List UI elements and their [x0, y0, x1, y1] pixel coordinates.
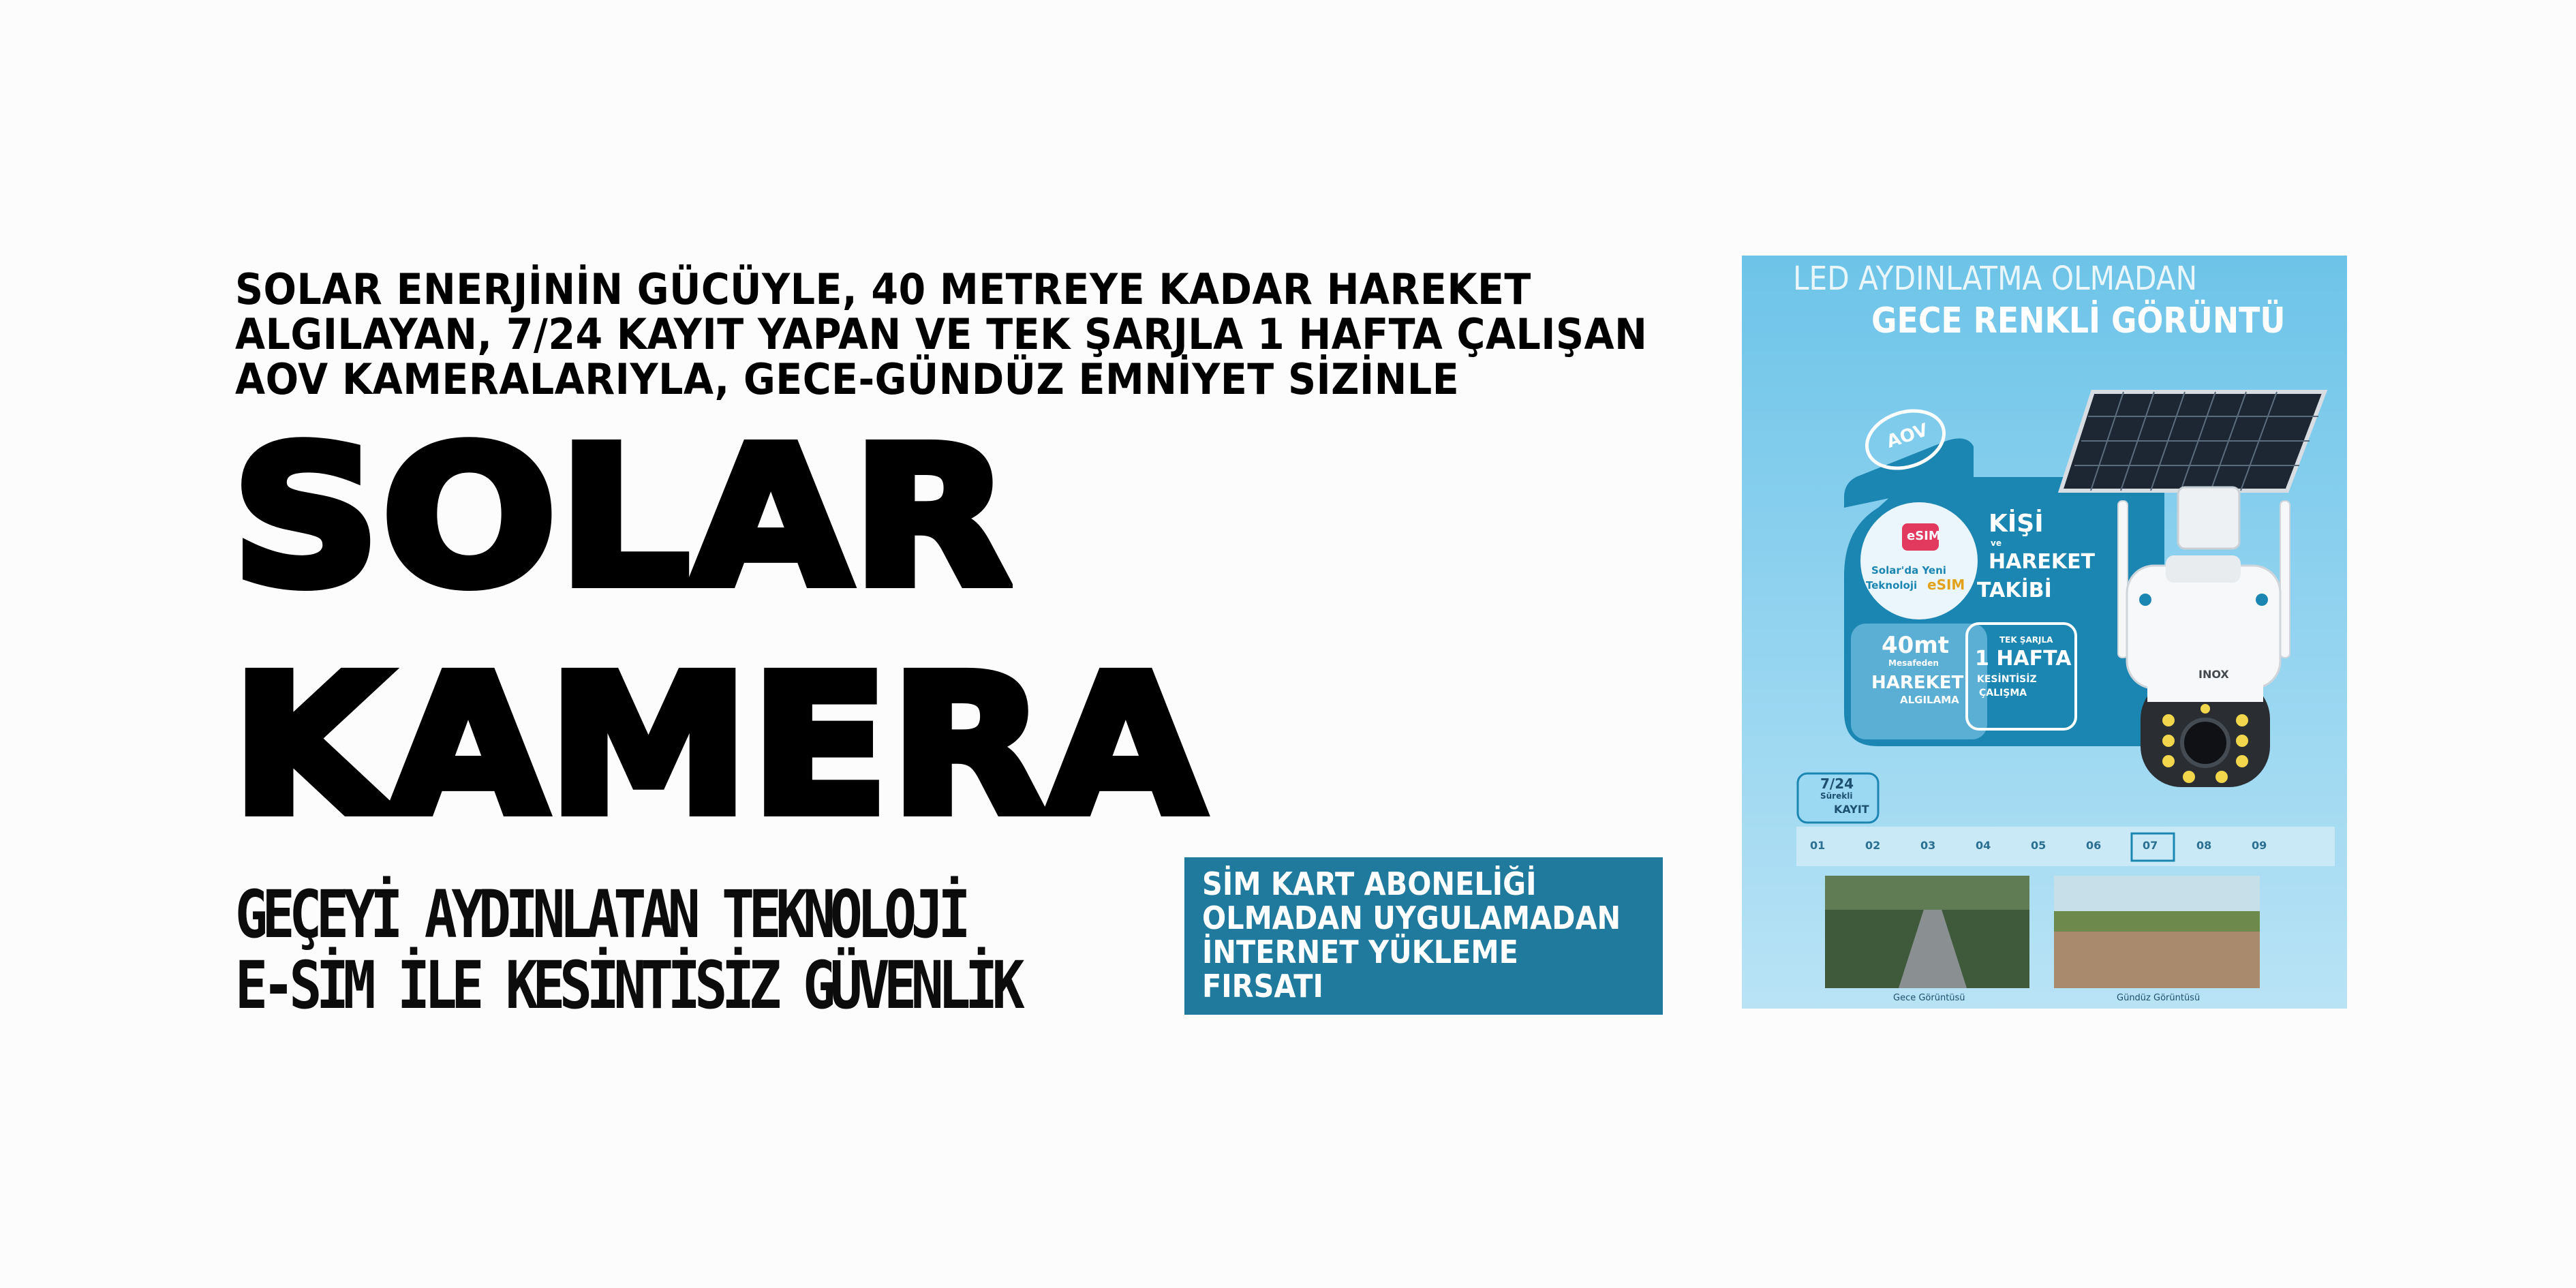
- night-caption: Gece Görüntüsü: [1893, 993, 1965, 1003]
- timeline-tick: 07: [2143, 839, 2158, 852]
- person-label-2: ve: [1991, 538, 2002, 548]
- esim-caption-1: Solar'da Yeni: [1871, 564, 1946, 577]
- timeline-tick: 02: [1865, 839, 1881, 852]
- range-label-2: ALGILAMA: [1900, 694, 1959, 706]
- timeline-tick: 03: [1920, 839, 1936, 852]
- esim-badge-label: eSIM: [1907, 529, 1941, 543]
- charge-label-2: ÇALIŞMA: [1979, 688, 2027, 699]
- product-image: [1742, 256, 2347, 1009]
- product-illustration: [1742, 256, 2347, 1009]
- range-label-1: HAREKET: [1871, 673, 1964, 693]
- esim-circle: [1860, 502, 1978, 619]
- timeline-tick: 05: [2031, 839, 2046, 852]
- promo-line-1: SİM KART ABONELİĞİ: [1202, 865, 1537, 902]
- person-label-3: HAREKET: [1989, 550, 2096, 574]
- promo-line-3: İNTERNET YÜKLEME: [1202, 934, 1518, 970]
- camera-bolt: [2256, 594, 2268, 606]
- record-sub: Sürekli: [1820, 791, 1853, 801]
- timeline-tick: 06: [2086, 839, 2102, 852]
- panel-heading-1: LED AYDINLATMA OLMADAN: [1793, 260, 2198, 298]
- esim-caption-2: Teknoloji: [1866, 579, 1918, 592]
- panel-heading-2: GECE RENKLİ GÖRÜNTÜ: [1871, 301, 2286, 341]
- camera-mount: [2178, 487, 2239, 549]
- timeline-tick: 08: [2196, 839, 2212, 852]
- record-value: 7/24: [1820, 776, 1854, 792]
- camera-lens-icon: [2182, 720, 2228, 766]
- camera-bolt: [2139, 594, 2151, 606]
- subtitle-line-2: E-SİM İLE KESİNTİSİZ GÜVENLİK: [235, 947, 1019, 1024]
- range-sub: Mesafeden: [1888, 658, 1939, 668]
- record-label: KAYIT: [1834, 803, 1869, 816]
- aov-badge-label: AOV: [1884, 420, 1931, 453]
- intro-text: [235, 264, 1770, 404]
- day-photo-sky: [2054, 876, 2260, 915]
- night-photo-trees: [1825, 876, 2029, 910]
- charge-label-1: KESİNTİSİZ: [1977, 674, 2037, 685]
- intro-line-1: SOLAR ENERJİNİN GÜCÜYLE, 40 METREYE KADAR HAREKET: [235, 264, 1531, 314]
- intro-line-3: AOV KAMERALARIYLA, GECE-GÜNDÜZ EMNİYET SİZİNLE: [235, 354, 1460, 404]
- day-photo-field: [2054, 911, 2260, 932]
- intro-line-2: ALGILAYAN, 7/24 KAYIT YAPAN VE TEK ŞARJLA 1 HAFTA ÇALIŞAN: [235, 309, 1648, 359]
- timeline-tick: 09: [2252, 839, 2267, 852]
- range-value: 40mt: [1882, 632, 1949, 659]
- person-label-1: KİŞİ: [1989, 510, 2044, 538]
- promo-line-2: OLMADAN UYGULAMADAN: [1202, 900, 1621, 936]
- charge-top: TEK ŞARJLA: [1999, 635, 2053, 645]
- day-caption: Gündüz Görüntüsü: [2117, 993, 2201, 1003]
- camera-neck: [2166, 555, 2241, 583]
- esim-caption-3: eSIM: [1927, 577, 1965, 593]
- person-label-4: TAKİBİ: [1977, 579, 2052, 602]
- promo-box: [1184, 857, 1663, 1015]
- timeline-tick: 01: [1810, 839, 1826, 852]
- brand-label: INOX: [2198, 668, 2229, 681]
- promo-line-4: FIRSATI: [1202, 968, 1323, 1005]
- subtitle-line-1: GEÇEYİ AYDINLATAN TEKNOLOJİ: [235, 876, 966, 953]
- title-solar: SOLAR: [232, 407, 1013, 629]
- charge-value: 1 HAFTA: [1975, 647, 2072, 671]
- subtitle: [235, 876, 1180, 1024]
- title-kamera: KAMERA: [232, 635, 1206, 857]
- antenna-right-icon: [2280, 501, 2290, 658]
- timeline-tick: 04: [1976, 839, 1991, 852]
